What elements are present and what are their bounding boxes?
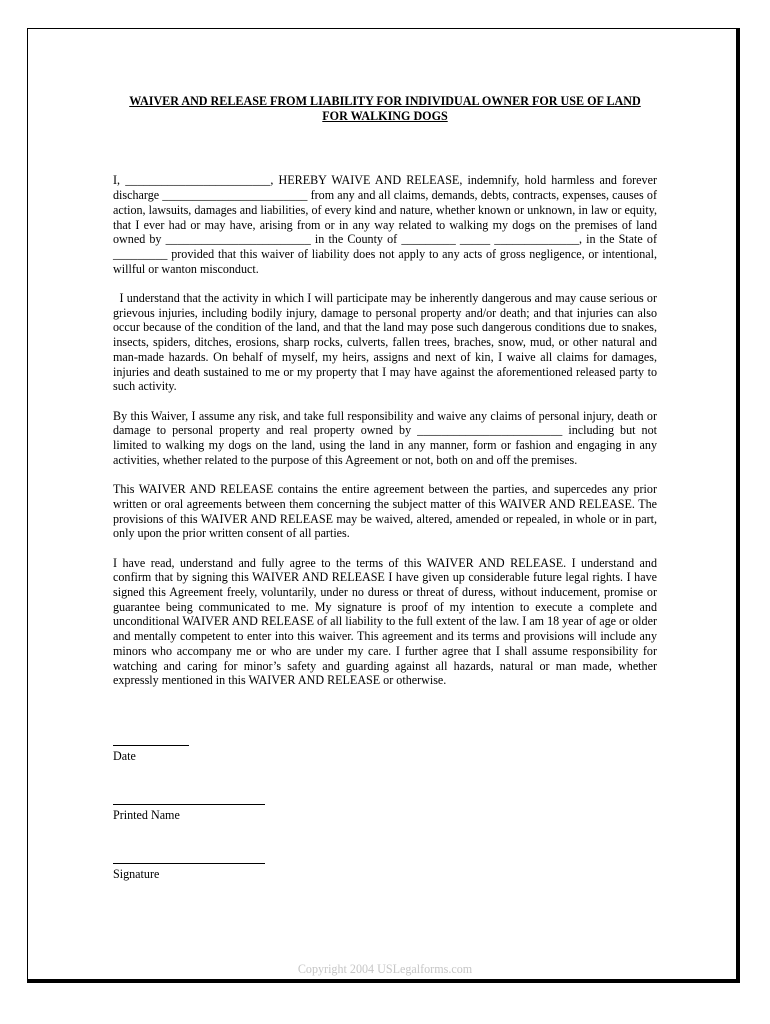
document-title: WAIVER AND RELEASE FROM LIABILITY FOR INDIVIDUAL OWNER FOR USE OF LAND FOR WALKING DOGS [129,94,641,123]
paragraph-entire-agreement: This WAIVER AND RELEASE contains the entire agreement between the parties, and supercedes any prior written or oral agreements between them concerning the subject matter of this WAIVER AND RELEASE. The provisions of this WAIVER AND RELEASE may be waived, altered, amended or repealed, in whole or in part, only upon the prior written consent of all parties. [113,482,657,541]
paragraph-acknowledgement: I have read, understand and fully agree to the terms of this WAIVER AND RELEASE. I understand and confirm that by signing this WAIVER AND RELEASE I have given up considerable future legal rights. I have signed this Agreement freely, voluntarily, under no duress or threat of duress, without inducement, promise or guarantee being communicated to me. My signature is proof of my intention to execute a complete and unconditional WAIVER AND RELEASE of all liability to the full extent of the law. I am 18 year of age or older and mentally competent to enter into this waiver. This agreement and its terms and provisions will include any minors who accompany me or who are under my care. I further agree that I shall assume responsibility for watching and caring for minor’s safety and guarding against all hazards, natural or man made, whether expressly mentioned in this WAIVER AND RELEASE or otherwise. [113,555,657,688]
document-body [113,94,657,703]
paragraph-release: I, ________________________, HEREBY WAIVE AND RELEASE, indemnify, hold harmless and forever discharge ________________________ from any and all claims, demands, debts, contracts, expenses, causes of action, lawsuits, damages and liabilities, of every kind and nature, whether known or unknown, in law or equity, that I ever had or may have, arising from or in any way related to walking my dogs on the premises of land owned by ________________________ in the County of _________ _____ ______________, in the State of _________ provided that this waiver of liability does not apply to any acts of gross negligence, or intentional, willful or wanton misconduct. [113,173,657,276]
date-field [113,745,189,764]
date-line [113,745,189,746]
printed-name-label: Printed Name [113,808,180,822]
signature-label: Signature [113,867,160,881]
printed-name-line [113,804,265,805]
copyright-footer: Copyright 2004 USLegalforms.com [297,962,473,976]
signature-field [113,863,265,882]
printed-name-field [113,804,265,823]
paragraph-assumption-of-risk: By this Waiver, I assume any risk, and take full responsibility and waive any claims of personal injury, death or damage to personal property and real property owned by ________________________ including but not limited to walking my dogs on the land, using the land in any manner, form or fashion and engaging in any activities, whether related to the purpose of this Agreement or not, both on and off the premises. [113,408,657,467]
paragraph-risk-acknowledgement: I understand that the activity in which I will participate may be inherently dangerous and may cause serious or grievous injuries, including bodily injury, damage to personal property and/or death; and that injuries can also occur because of the condition of the land, and that the land may pose such dangerous conditions due to snakes, insects, spiders, ditches, erosions, sharp rocks, culverts, fallen trees, braches, snow, mud, or other natural and man-made hazards. On behalf of myself, my heirs, assigns and next of kin, I waive all claims for damages, injuries and death sustained to me or my property that I may have against the aforementioned released party to such activity. [113,291,657,394]
date-label: Date [113,749,136,763]
signature-line [113,863,265,864]
